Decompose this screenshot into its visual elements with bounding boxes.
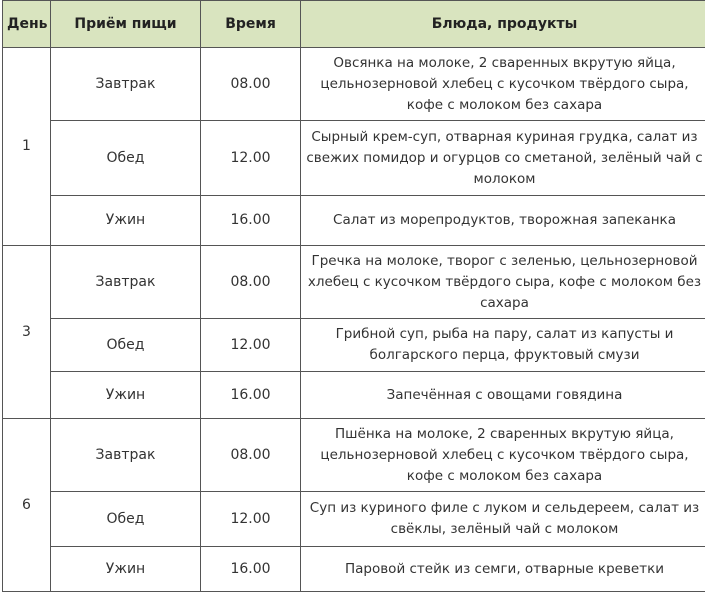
time-cell: 08.00 <box>201 419 301 492</box>
meal-cell: Завтрак <box>51 48 201 121</box>
food-cell: Паровой стейк из семги, отварные креветки <box>301 547 705 592</box>
meal-plan-table <box>2 0 705 592</box>
time-cell: 08.00 <box>201 48 301 121</box>
food-cell: Суп из куриного филе с луком и сельдереем, салат из свёклы, зелёный чай с молоком <box>301 492 705 547</box>
food-cell: Овсянка на молоке, 2 сваренных вкрутую яйца, цельнозерновой хлебец с кусочком твёрдого сыра, кофе с молоком без сахара <box>301 48 705 121</box>
table-row <box>3 492 705 547</box>
table-row <box>3 319 705 372</box>
day-cell: 3 <box>3 246 51 419</box>
food-cell: Сырный крем-суп, отварная куриная грудка, салат из свежих помидор и огурцов со сметаной, зелёный чай с молоком <box>301 121 705 196</box>
food-cell: Пшёнка на молоке, 2 сваренных вкрутую яйца, цельнозерновой хлебец с кусочком твёрдого сыра, кофе с молоком без сахара <box>301 419 705 492</box>
meal-cell: Завтрак <box>51 246 201 319</box>
header-food: Блюда, продукты <box>301 1 705 48</box>
time-cell: 08.00 <box>201 246 301 319</box>
time-cell: 16.00 <box>201 196 301 246</box>
time-cell: 12.00 <box>201 121 301 196</box>
meal-cell: Обед <box>51 319 201 372</box>
meal-cell: Ужин <box>51 372 201 419</box>
table-row <box>3 48 705 121</box>
header-day: День <box>3 1 51 48</box>
table-row <box>3 196 705 246</box>
table-row <box>3 372 705 419</box>
table-row <box>3 419 705 492</box>
food-cell: Гречка на молоке, творог с зеленью, цельнозерновой хлебец с кусочком твёрдого сыра, кофе с молоком без сахара <box>301 246 705 319</box>
time-cell: 16.00 <box>201 372 301 419</box>
table-row <box>3 246 705 319</box>
meal-cell: Ужин <box>51 547 201 592</box>
food-cell: Салат из морепродуктов, творожная запеканка <box>301 196 705 246</box>
header-meal: Приём пищи <box>51 1 201 48</box>
table-row <box>3 547 705 592</box>
header-time: Время <box>201 1 301 48</box>
meal-cell: Обед <box>51 121 201 196</box>
day-cell: 6 <box>3 419 51 592</box>
meal-cell: Обед <box>51 492 201 547</box>
time-cell: 12.00 <box>201 319 301 372</box>
header-row <box>3 1 705 48</box>
time-cell: 16.00 <box>201 547 301 592</box>
meal-cell: Завтрак <box>51 419 201 492</box>
time-cell: 12.00 <box>201 492 301 547</box>
day-cell: 1 <box>3 48 51 246</box>
table-row <box>3 121 705 196</box>
meal-cell: Ужин <box>51 196 201 246</box>
food-cell: Запечённая с овощами говядина <box>301 372 705 419</box>
food-cell: Грибной суп, рыба на пару, салат из капусты и болгарского перца, фруктовый смузи <box>301 319 705 372</box>
